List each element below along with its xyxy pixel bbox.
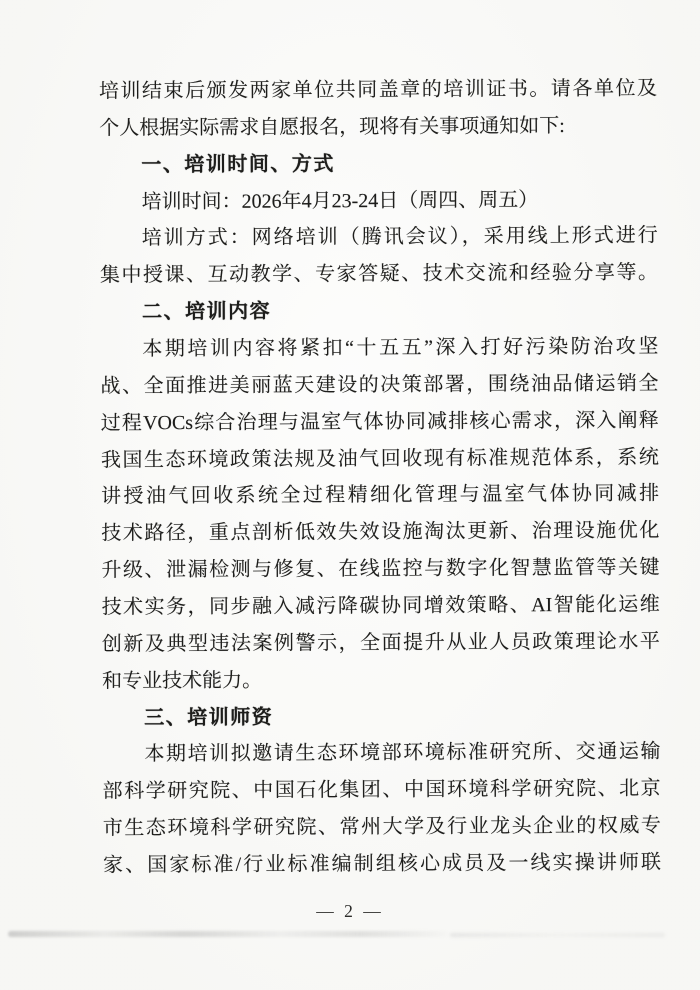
section-heading: 三、培训师资 [144, 706, 274, 729]
text-line: 升级、泄漏检测与修复、在线监控与数字化智慧监管等关键 [101, 556, 660, 582]
page-number: — 2 — [316, 901, 384, 921]
text-line: 和专业技术能力。 [102, 669, 263, 693]
text-line: 战、全面推进美丽蓝天建设的决策部署，围绕油品储运销全 [100, 372, 659, 398]
text-line: 市生态环境科学研究院、常州大学及行业龙头企业的权威专 [102, 814, 661, 840]
text-line: 培训时间：2026年4月23-24日（周四、周五） [141, 188, 539, 213]
text-line: 培训方式：网络培训（腾讯会议），采用线上形式进行 [141, 224, 658, 250]
text-line: 技术实务，同步融入减污降碳协同增效策略、AI智能化运维 [101, 593, 660, 619]
text-line: 我国生态环境政策法规及油气回收现有标准规范体系，系统 [100, 446, 659, 472]
text-line: 个人根据实际需求自愿报名，现将有关事项通知如下: [99, 114, 565, 140]
section-heading: 二、培训内容 [142, 300, 272, 324]
text-line: 培训结束后颁发两家单位共同盖章的培训证书。请各单位及 [98, 77, 658, 103]
text-line: 创新及典型违法案例警示，全面提升从业人员政策理论水平 [101, 630, 660, 656]
scan-artifact-streak [8, 931, 448, 937]
text-line: 部科学研究院、中国石化集团、中国环境科学研究院、北京 [102, 777, 661, 803]
text-line: 集中授课、互动教学、专家答疑、技术交流和经验分享等。 [99, 261, 658, 287]
text-line: 技术路径，重点剖析低效失效设施淘汰更新、治理设施优化 [101, 519, 660, 545]
section-heading: 一、培训时间、方式 [141, 152, 335, 176]
scan-artifact-streak [450, 933, 665, 937]
text-line: 本期培训拟邀请生态环境部环境标准研究所、交通运输 [144, 741, 661, 766]
text-line: 本期培训内容将紧扣“十五五”深入打好污染防治攻坚 [142, 335, 659, 361]
text-line: 过程VOCs综合治理与温室气体协同减排核心需求，深入阐释 [100, 409, 659, 435]
text-line: 讲授油气回收系统全过程精细化管理与温室气体协同减排 [101, 482, 660, 508]
text-line: 家、国家标准/行业标准编制组核心成员及一线实操讲师联 [102, 851, 662, 877]
document-text-block [99, 71, 661, 885]
